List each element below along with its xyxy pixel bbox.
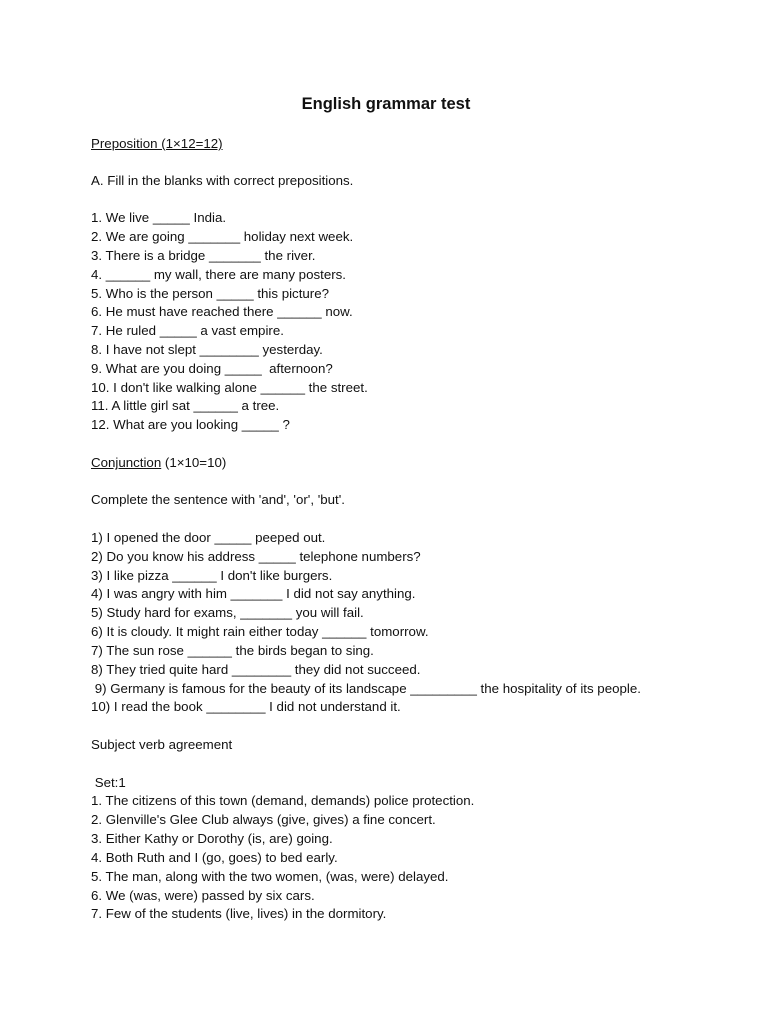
preposition-instruction: A. Fill in the blanks with correct prepositions. [91, 173, 354, 188]
preposition-question-5: 5. Who is the person _____ this picture? [91, 286, 330, 301]
preposition-question-4: 4. ______ my wall, there are many posters. [91, 267, 346, 282]
preposition-question-2: 2. We are going _______ holiday next week. [91, 229, 354, 244]
preposition-question-6: 6. He must have reached there ______ now. [91, 304, 353, 319]
conjunction-question-9: 9) Germany is famous for the beauty of its landscape _________ the hospitality of its people. [91, 681, 641, 696]
preposition-question-12: 12. What are you looking _____ ? [91, 417, 290, 432]
conjunction-question-2: 2) Do you know his address _____ telephone numbers? [91, 549, 421, 564]
conjunction-question-3: 3) I like pizza ______ I don't like burgers. [91, 568, 333, 583]
conjunction-heading-marks: (1×10=10) [161, 455, 227, 470]
preposition-question-11: 11. A little girl sat ______ a tree. [91, 398, 280, 413]
subject-verb-question-4: 4. Both Ruth and I (go, goes) to bed early. [91, 850, 338, 865]
preposition-question-8: 8. I have not slept ________ yesterday. [91, 342, 323, 357]
subject-verb-question-2: 2. Glenville's Glee Club always (give, gives) a fine concert. [91, 812, 436, 827]
conjunction-question-6: 6) It is cloudy. It might rain either today ______ tomorrow. [91, 624, 429, 639]
subject-verb-question-6: 6. We (was, were) passed by six cars. [91, 888, 315, 903]
conjunction-question-10: 10) I read the book ________ I did not understand it. [91, 699, 401, 714]
subject-verb-heading: Subject verb agreement [91, 737, 233, 752]
preposition-question-1: 1. We live _____ India. [91, 210, 227, 225]
subject-verb-question-1: 1. The citizens of this town (demand, demands) police protection. [91, 793, 475, 808]
conjunction-instruction: Complete the sentence with 'and', 'or', 'but'. [91, 492, 345, 507]
conjunction-question-4: 4) I was angry with him _______ I did not say anything. [91, 586, 416, 601]
conjunction-question-7: 7) The sun rose ______ the birds began to sing. [91, 643, 374, 658]
subject-verb-question-3: 3. Either Kathy or Dorothy (is, are) going. [91, 831, 333, 846]
subject-verb-set-label: Set:1 [91, 775, 126, 790]
preposition-question-10: 10. I don't like walking alone ______ the street. [91, 380, 368, 395]
conjunction-question-5: 5) Study hard for exams, _______ you will fail. [91, 605, 364, 620]
subject-verb-question-5: 5. The man, along with the two women, (was, were) delayed. [91, 869, 449, 884]
preposition-question-9: 9. What are you doing _____ afternoon? [91, 361, 333, 376]
page-title: English grammar test [301, 95, 471, 113]
conjunction-heading-word: Conjunction [91, 455, 162, 470]
conjunction-heading [91, 454, 226, 472]
preposition-question-3: 3. There is a bridge _______ the river. [91, 248, 316, 263]
preposition-question-7: 7. He ruled _____ a vast empire. [91, 323, 284, 338]
conjunction-question-8: 8) They tried quite hard ________ they did not succeed. [91, 662, 421, 677]
conjunction-question-1: 1) I opened the door _____ peeped out. [91, 530, 326, 545]
subject-verb-question-7: 7. Few of the students (live, lives) in the dormitory. [91, 906, 387, 921]
preposition-heading: Preposition (1×12=12) [91, 136, 223, 151]
